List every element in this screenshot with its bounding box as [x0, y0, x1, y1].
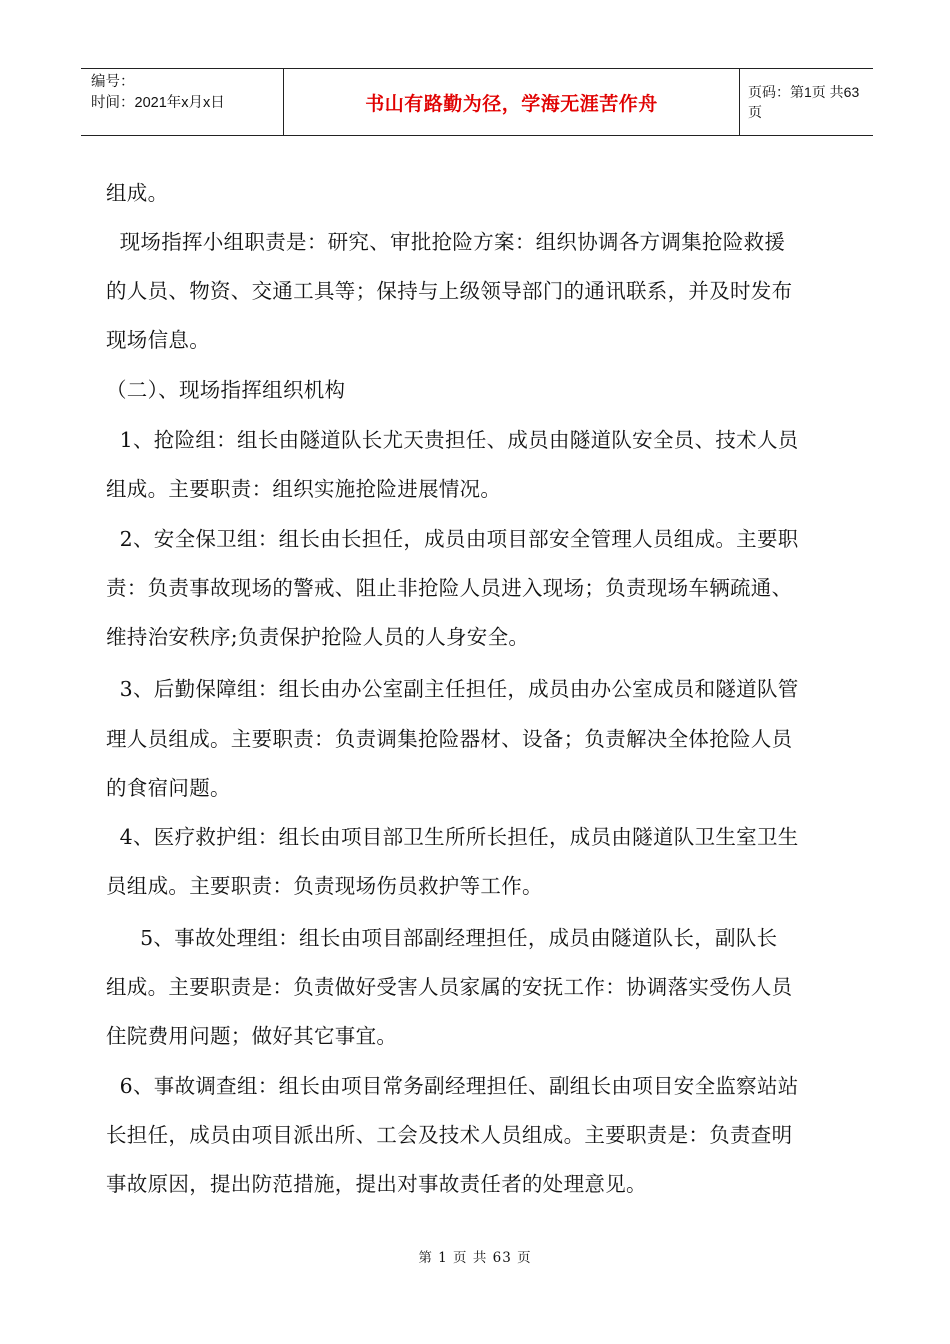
- footer-page-number: 第 1 页 共 63 页: [418, 1250, 532, 1266]
- body-line: 3、后勤保障组：组长由办公室副主任担任，成员由办公室成员和隧道队管: [106, 677, 799, 701]
- body-line: 员组成。主要职责：负责现场伤员救护等工作。: [106, 874, 543, 898]
- header-page-cell: [740, 69, 873, 135]
- body-line: 责：负责事故现场的警戒、阻止非抢险人员进入现场；负责现场车辆疏通、: [106, 576, 793, 600]
- number-label: 编号：: [91, 74, 135, 90]
- body-line: 2、安全保卫组：组长由长担任，成员由项目部安全管理人员组成。主要职: [106, 527, 799, 551]
- body-line: 组成。: [106, 181, 169, 205]
- body-line: 现场信息。: [106, 328, 210, 352]
- body-line: 住院费用问题；做好其它事宜。: [106, 1024, 398, 1048]
- body-line: 现场指挥小组职责是：研究、审批抢险方案：组织协调各方调集抢险救援: [106, 230, 786, 254]
- body-line: 理人员组成。主要职责：负责调集抢险器材、设备；负责解决全体抢险人员: [106, 727, 793, 751]
- header-meta-cell: [81, 69, 284, 135]
- body-line: 4、医疗救护组：组长由项目部卫生所所长担任，成员由隧道队卫生室卫生: [106, 825, 799, 849]
- body-line: 事故原因，提出防范措施，提出对事故责任者的处理意见。: [106, 1172, 647, 1196]
- body-line: 长担任，成员由项目派出所、工会及技术人员组成。主要职责是：负责查明: [106, 1123, 793, 1147]
- page-footer: [0, 1246, 950, 1266]
- body-line: 1、抢险组：组长由隧道队长尤天贵担任、成员由隧道队安全员、技术人员: [106, 428, 799, 452]
- body-line: 6、事故调查组：组长由项目常务副经理担任、副组长由项目安全监察站站: [106, 1074, 799, 1098]
- body-line: 的食宿问题。: [106, 776, 231, 800]
- body-line: 维持治安秩序;负责保护抢险人员的人身安全。: [106, 625, 530, 649]
- body-line: （二）、现场指挥组织机构: [106, 378, 346, 402]
- header-table: [81, 68, 873, 136]
- body-line: 组成。主要职责：组织实施抢险进展情况。: [106, 477, 502, 501]
- body-line: 5、事故处理组：组长由项目部副经理担任，成员由隧道队长，副队长: [106, 926, 778, 950]
- body-line: 组成。主要职责是：负责做好受害人员家属的安抚工作：协调落实受伤人员: [106, 975, 793, 999]
- header-motto-cell: [284, 69, 740, 135]
- motto-text: 书山有路勤为径，学海无涯苦作舟: [365, 92, 658, 115]
- body-line: 的人员、物资、交通工具等；保持与上级领导部门的通讯联系，并及时发布: [106, 279, 793, 303]
- page-info: 页码：第1页 共63页: [748, 84, 860, 120]
- time-label: 时间：2021年x月x日: [91, 95, 225, 111]
